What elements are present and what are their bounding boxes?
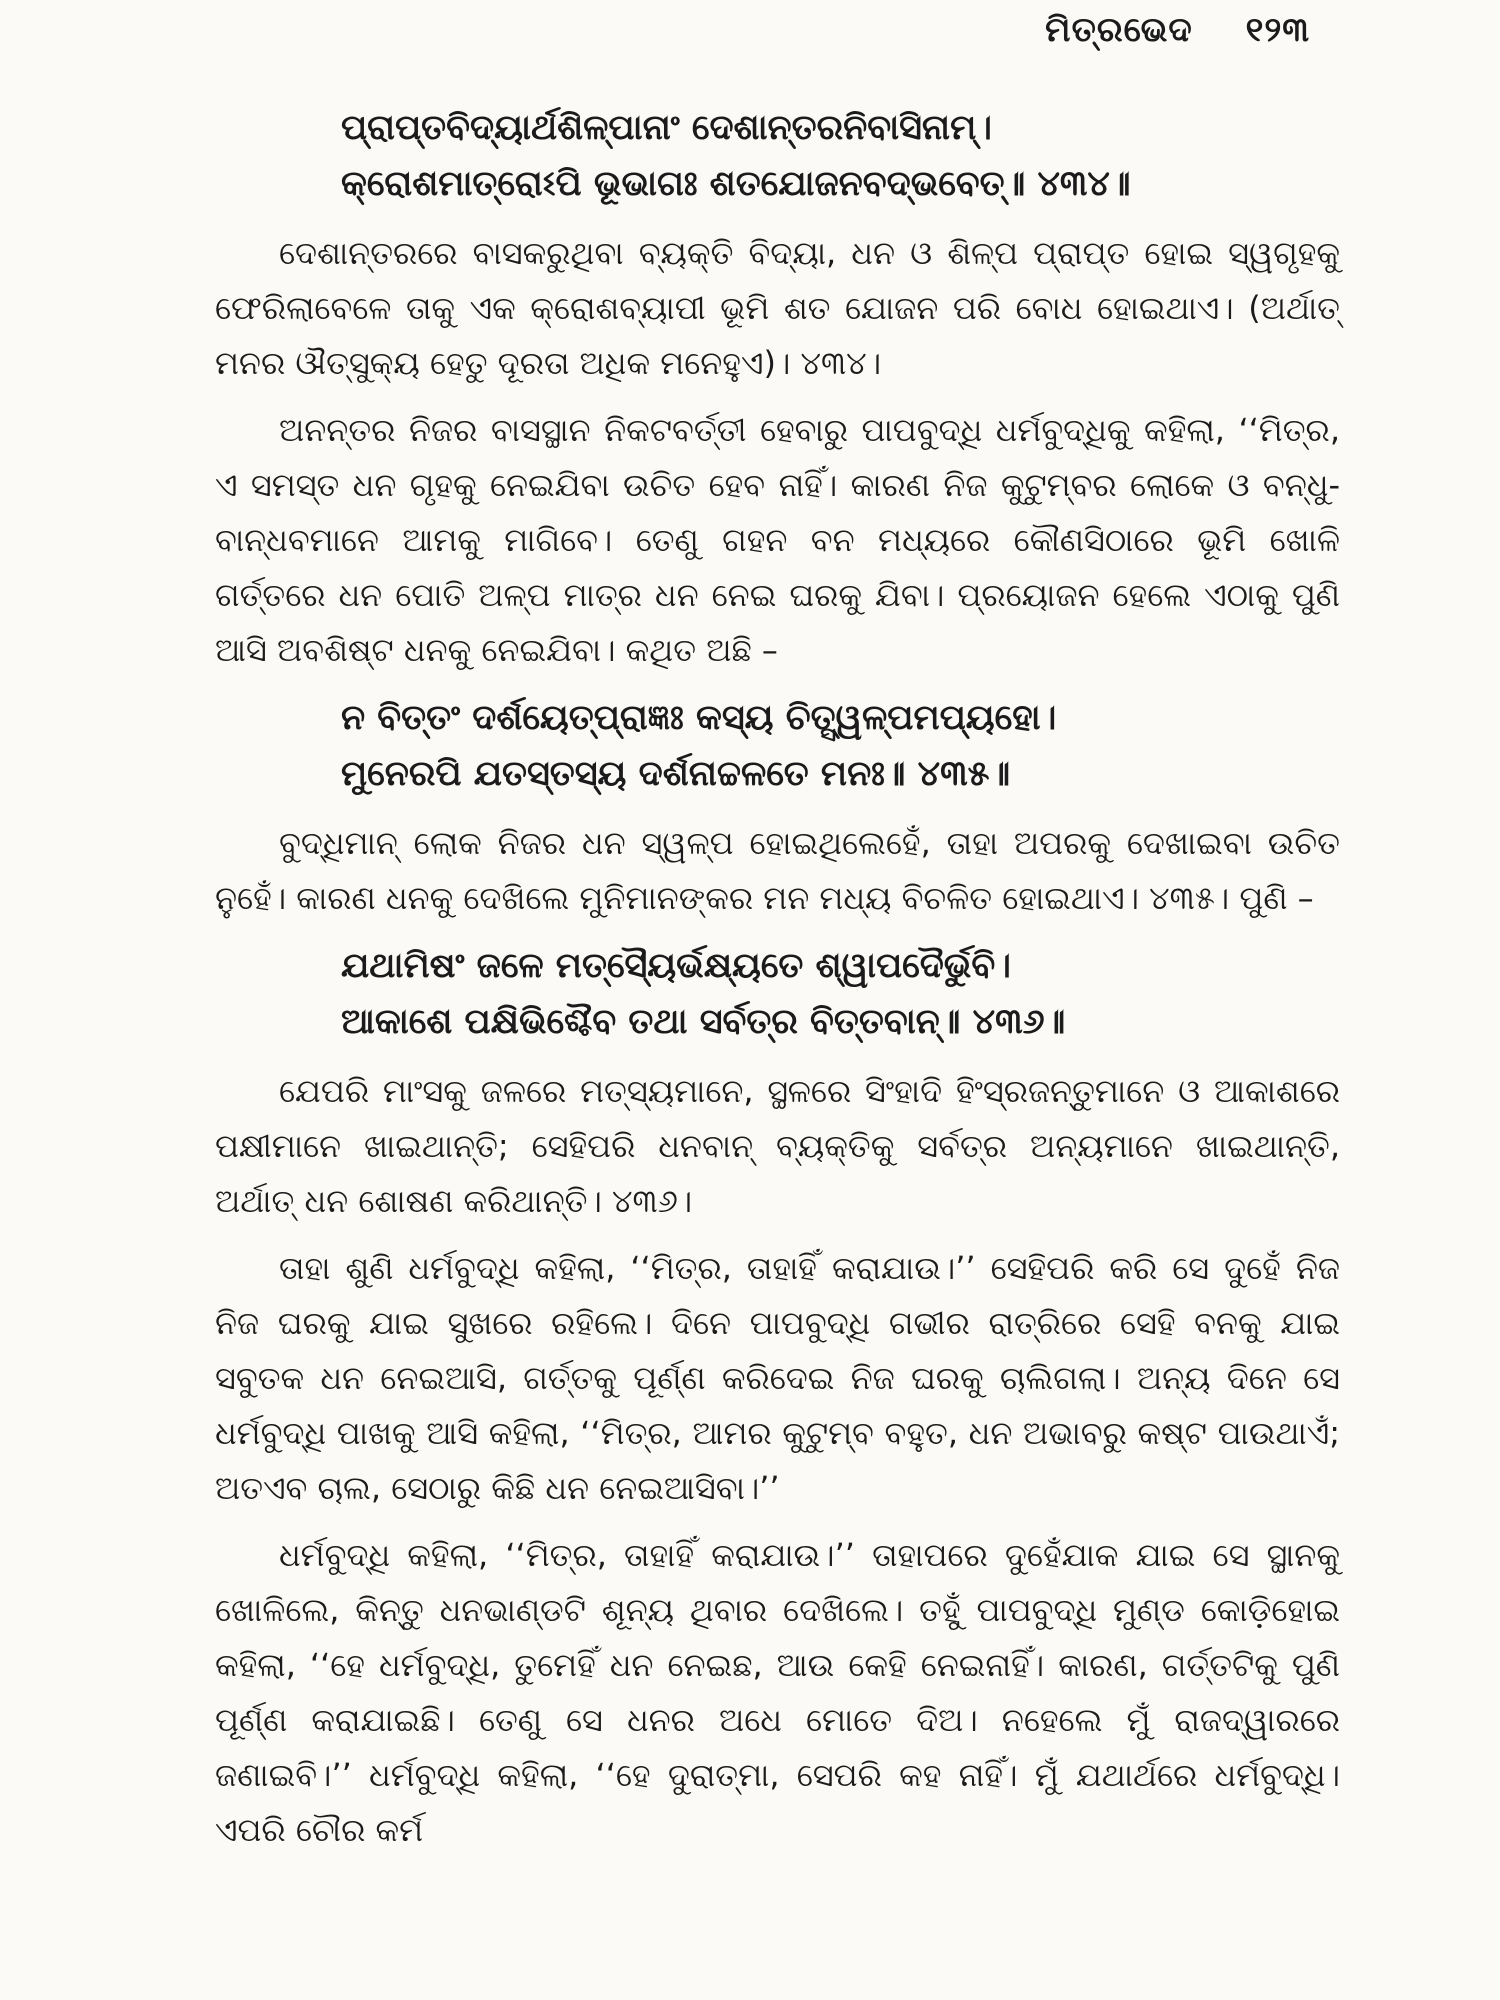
page-body [215,100,1340,1870]
verse-line: କ୍ରୋଶମାତ୍ରୋଽପି ଭୂଭାଗଃ ଶତଯୋଜନବଦ୍‌ଭବେତ୍॥ ୪୩୪॥ [341,164,1131,204]
verse-line: ମୁନେରପି ଯତସ୍ତସ୍ୟ ଦର୍ଶନାଚ୍ଚଳତେ ମନଃ॥ ୪୩୫॥ [341,754,1011,794]
chapter-title: ମିତ୍ରଭେଦ [1045,10,1193,50]
verse-line: ନ ବିତ୍ତଂ ଦର୍ଶୟେତ୍‌ପ୍ରାଜ୍ଞଃ କସ୍ୟ ଚିତ୍ସ୍ୱଳ୍ପମପ୍ୟହୋ। [341,698,1057,738]
narrative-paragraph: ଅନନ୍ତର ନିଜର ବାସସ୍ଥାନ ନିକଟବର୍ତ୍ତୀ ହେବାରୁ ପାପବୁଦ୍ଧି ଧର୍ମବୁଦ୍ଧିକୁ କହିଲା, ‘‘ମିତ୍ର, ଏ ସମସ୍ତ ଧନ ଗୃହକୁ ନେଇଯିବା ଉଚିତ ହେବ ନାହିଁ। କାରଣ ନିଜ କୁଟୁମ୍ବର ଲୋକେ ଓ ବନ୍ଧୁ-ବାନ୍ଧବମାନେ ଆମକୁ ମାଗିବେ। ତେଣୁ ଗହନ ବନ ମଧ୍ୟରେ କୌଣସିଠାରେ ଭୂମି ଖୋଳି ଗର୍ତ୍ତରେ ଧନ ପୋତି ଅଳ୍ପ ମାତ୍ର ଧନ ନେଇ ଘରକୁ ଯିବା। ପ୍ରୟୋଜନ ହେଲେ ଏଠାକୁ ପୁଣି ଆସି ଅବଶିଷ୍ଟ ଧନକୁ ନେଇଯିବା। କଥିତ ଅଛି – [215,411,1340,669]
translation-paragraph-436: ଯେପରି ମାଂସକୁ ଜଳରେ ମତ୍ସ୍ୟମାନେ, ସ୍ଥଳରେ ସିଂହାଦି ହିଂସ୍ରଜନ୍ତୁମାନେ ଓ ଆକାଶରେ ପକ୍ଷୀମାନେ ଖାଇଥାନ୍ତି; ସେହିପରି ଧନବାନ୍ ବ୍ୟକ୍ତିକୁ ସର୍ବତ୍ର ଅନ୍ୟମାନେ ଖାଇଥାନ୍ତି, ଅର୍ଥାତ୍ ଧନ ଶୋଷଣ କରିଥାନ୍ତି। ୪୩୬। [215,1072,1340,1220]
translation-paragraph-435: ବୁଦ୍ଧିମାନ୍ ଲୋକ ନିଜର ଧନ ସ୍ୱଳ୍ପ ହୋଇଥିଲେହେଁ, ତାହା ଅପରକୁ ଦେଖାଇବା ଉଚିତ ନୁହେଁ। କାରଣ ଧନକୁ ଦେଖିଲେ ମୁନିମାନଙ୍କର ମନ ମଧ୍ୟ ବିଚଳିତ ହୋଇଥାଏ। ୪୩୫। ପୁଣି – [215,824,1340,917]
verse-line: ଆକାଶେ ପକ୍ଷିଭିଶ୍ଚୈବ ତଥା ସର୍ବତ୍ର ବିତ୍ତବାନ୍॥ ୪୩୬॥ [341,1002,1066,1042]
verse-line: ପ୍ରାପ୍ତବିଦ୍ୟାର୍ଥଶିଳ୍ପାନାଂ ଦେଶାନ୍ତରନିବାସିନାମ୍। [341,108,993,148]
page-number: ୧୨୩ [1245,10,1310,50]
verse-line: ଯଥାମିଷଂ ଜଳେ ମତ୍ସ୍ୟୈର୍ଭକ୍ଷ୍ୟତେ ଶ୍ୱାପଦୈର୍ଭୁବି। [341,946,1011,986]
sanskrit-verse-435 [341,690,1340,802]
narrative-paragraph: ତାହା ଶୁଣି ଧର୍ମବୁଦ୍ଧି କହିଲା, ‘‘ମିତ୍ର, ତାହାହିଁ କରାଯାଉ।’’ ସେହିପରି କରି ସେ ଦୁହେଁ ନିଜ ନିଜ ଘରକୁ ଯାଇ ସୁଖରେ ରହିଲେ। ଦିନେ ପାପବୁଦ୍ଧି ଗଭୀର ରାତ୍ରିରେ ସେହି ବନକୁ ଯାଇ ସବୁତକ ଧନ ନେଇଆସି, ଗର୍ତ୍ତକୁ ପୂର୍ଣ୍ଣ କରିଦେଇ ନିଜ ଘରକୁ ଚାଲିଗଲା। ଅନ୍ୟ ଦିନେ ସେ ଧର୍ମବୁଦ୍ଧି ପାଖକୁ ଆସି କହିଲା, ‘‘ମିତ୍ର, ଆମର କୁଟୁମ୍ବ ବହୁତ, ଧନ ଅଭାବରୁ କଷ୍ଟ ପାଉଥାଏଁ; ଅତଏବ ଚାଲ, ସେଠାରୁ କିଛି ଧନ ନେଇଆସିବା।’’ [215,1249,1340,1507]
translation-paragraph-434: ଦେଶାନ୍ତରରେ ବାସକରୁଥିବା ବ୍ୟକ୍ତି ବିଦ୍ୟା, ଧନ ଓ ଶିଳ୍ପ ପ୍ରାପ୍ତ ହୋଇ ସ୍ୱଗୃହକୁ ଫେରିଲାବେଳେ ତାକୁ ଏକ କ୍ରୋଶବ୍ୟାପୀ ଭୂମି ଶତ ଯୋଜନ ପରି ବୋଧ ହୋଇଥାଏ। (ଅର୍ଥାତ୍ ମନର ଔତ୍ସୁକ୍ୟ ହେତୁ ଦୂରତା ଅଧିକ ମନେହୁଏ)। ୪୩୪। [215,234,1340,382]
sanskrit-verse-436 [341,938,1340,1050]
sanskrit-verse-434 [341,100,1340,212]
narrative-paragraph: ଧର୍ମବୁଦ୍ଧି କହିଲା, ‘‘ମିତ୍ର, ତାହାହିଁ କରାଯାଉ।’’ ତାହାପରେ ଦୁହେଁଯାକ ଯାଇ ସେ ସ୍ଥାନକୁ ଖୋଳିଲେ, କିନ୍ତୁ ଧନଭାଣ୍ଡଟି ଶୂନ୍ୟ ଥିବାର ଦେଖିଲେ। ତହୁଁ ପାପବୁଦ୍ଧି ମୁଣ୍ଡ କୋଡ଼ିହୋଇ କହିଲା, ‘‘ହେ ଧର୍ମବୁଦ୍ଧି, ତୁମେହିଁ ଧନ ନେଇଛ, ଆଉ କେହି ନେଇନାହିଁ। କାରଣ, ଗର୍ତ୍ତଟିକୁ ପୁଣି ପୂର୍ଣ୍ଣ କରାଯାଇଛି। ତେଣୁ ସେ ଧନର ଅଧେ ମୋତେ ଦିଅ। ନହେଲେ ମୁଁ ରାଜଦ୍ୱାରରେ ଜଣାଇବି।’’ ଧର୍ମବୁଦ୍ଧି କହିଲା, ‘‘ହେ ଦୁରାତ୍ମା, ସେପରି କହ ନାହିଁ। ମୁଁ ଯଥାର୍ଥରେ ଧର୍ମବୁଦ୍ଧି। ଏପରି ଚୌର କର୍ମ [215,1536,1340,1849]
running-header [1045,10,1310,50]
